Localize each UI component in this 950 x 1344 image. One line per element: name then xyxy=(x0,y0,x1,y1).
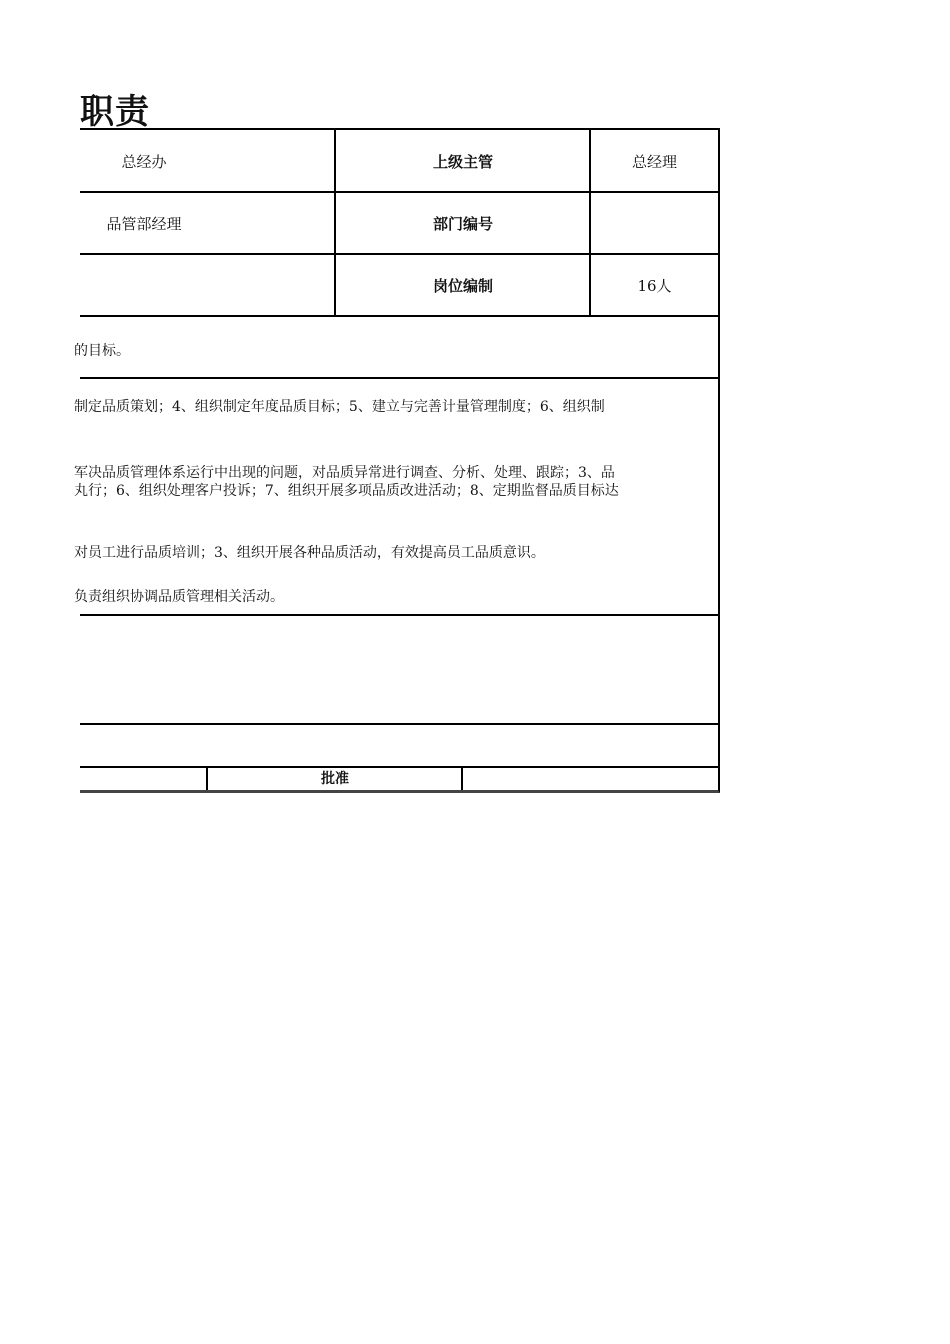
duty-line: 丸行；6、组织处理客户投诉；7、组织开展多项品质改进活动；8、定期监督品质目标达 xyxy=(74,483,619,499)
page-title: 职责 xyxy=(80,92,150,132)
approve-label: 批准 xyxy=(321,771,349,787)
extra-value xyxy=(80,254,208,316)
duty-line: 负责组织协调品质管理相关活动。 xyxy=(74,589,284,605)
duty-line: 军决品质管理体系运行中出现的问题，对品质异常进行调查、分析、处理、跟踪；3、品 xyxy=(74,465,615,481)
department-value: 总经办 xyxy=(121,152,167,171)
duty-line: 制定品质策划；4、组织制定年度品质目标；5、建立与完善计量管理制度；6、组织制 xyxy=(74,399,605,415)
headcount-label: 岗位编制 xyxy=(432,276,493,295)
supervisor-value: 总经理 xyxy=(631,152,677,171)
job-description-table xyxy=(74,128,720,793)
duties-block xyxy=(74,380,716,610)
supervisor-label: 上级主管 xyxy=(432,152,493,171)
department-code-label: 部门编号 xyxy=(432,214,493,233)
department-code-value xyxy=(591,192,718,254)
headcount-value: 16人 xyxy=(637,276,672,295)
position-value: 品管部经理 xyxy=(106,214,182,233)
objective-text: 的目标。 xyxy=(74,343,130,359)
duty-line: 对员工进行品质培训；3、组织开展各种品质活动，有效提高员工品质意识。 xyxy=(74,545,545,561)
